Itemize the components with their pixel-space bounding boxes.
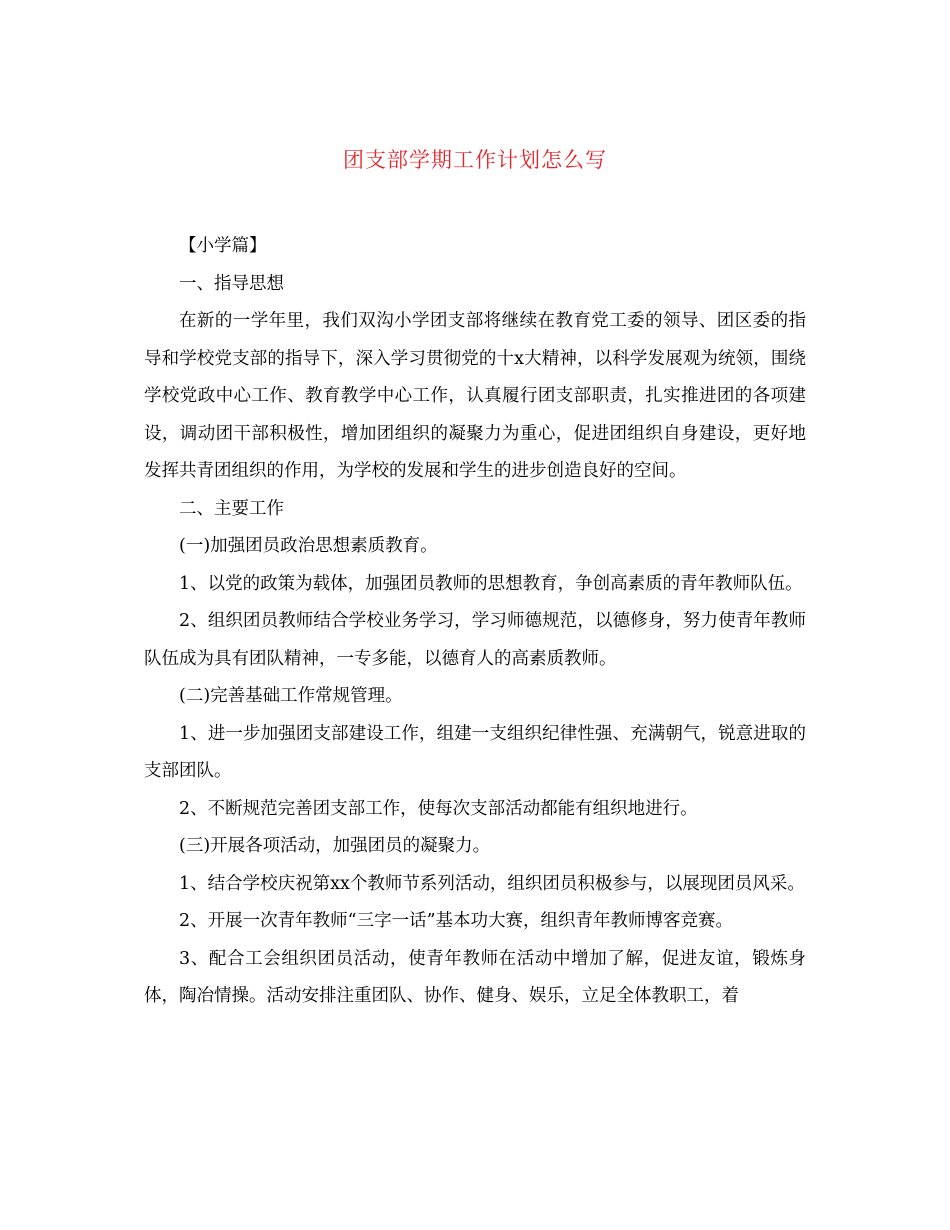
subheading-political-education: (一)加强团员政治思想素质教育。: [179, 536, 438, 556]
list-item: 2、不断规范完善团支部工作，使每次支部活动都能有组织地进行。: [179, 798, 698, 819]
list-item: 1、结合学校庆祝第xx个教师节系列活动，组织团员积极参与，以展现团员风采。: [179, 873, 805, 894]
document-body: [144, 228, 806, 1016]
list-item: 1、进一步加强团支部建设工作，组建一支组织纪律性强、充满朝气，锐意进取的支部团队。: [144, 723, 806, 781]
subheading-activities: (三)开展各项活动，加强团员的凝聚力。: [179, 836, 491, 856]
list-item: 1、以党的政策为载体，加强团员教师的思想教育，争创高素质的青年教师队伍。: [179, 573, 803, 594]
list-item: 2、开展一次青年教师“三字一话”基本功大赛，组织青年教师博客竞赛。: [179, 911, 734, 931]
paragraph-guiding-ideology: 在新的一学年里，我们双沟小学团支部将继续在教育党工委的领导、团区委的指导和学校党支部的指导下，深入学习贯彻党的十x大精神，以科学发展观为统领，围绕学校党政中心工作、教育教学中心工作，认真履行团支部职责，扎实推进团的各项建设，调动团干部积极性，增加团组织的凝聚力为重心，促进团组织自身建设，更好地发挥共青团组织的作用，为学校的发展和学生的进步创造良好的空间。: [144, 311, 806, 481]
section-heading-primary-school: 【小学篇】: [179, 236, 267, 256]
heading-guiding-ideology: 一、指导思想: [179, 273, 284, 294]
list-item: 3、配合工会组织团员活动，使青年教师在活动中增加了解，促进友谊，锻炼身体，陶冶情操。活动安排注重团队、协作、健身、娱乐，立足全体教职工，着: [144, 948, 806, 1006]
heading-main-work: 二、主要工作: [179, 498, 284, 519]
document-title: 团支部学期工作计划怎么写: [343, 148, 607, 172]
subheading-basic-management: (二)完善基础工作常规管理。: [179, 686, 403, 706]
list-item: 2、组织团员教师结合学校业务学习，学习师德规范，以德修身，努力使青年教师队伍成为具有团队精神，一专多能，以德育人的高素质教师。: [144, 611, 806, 669]
